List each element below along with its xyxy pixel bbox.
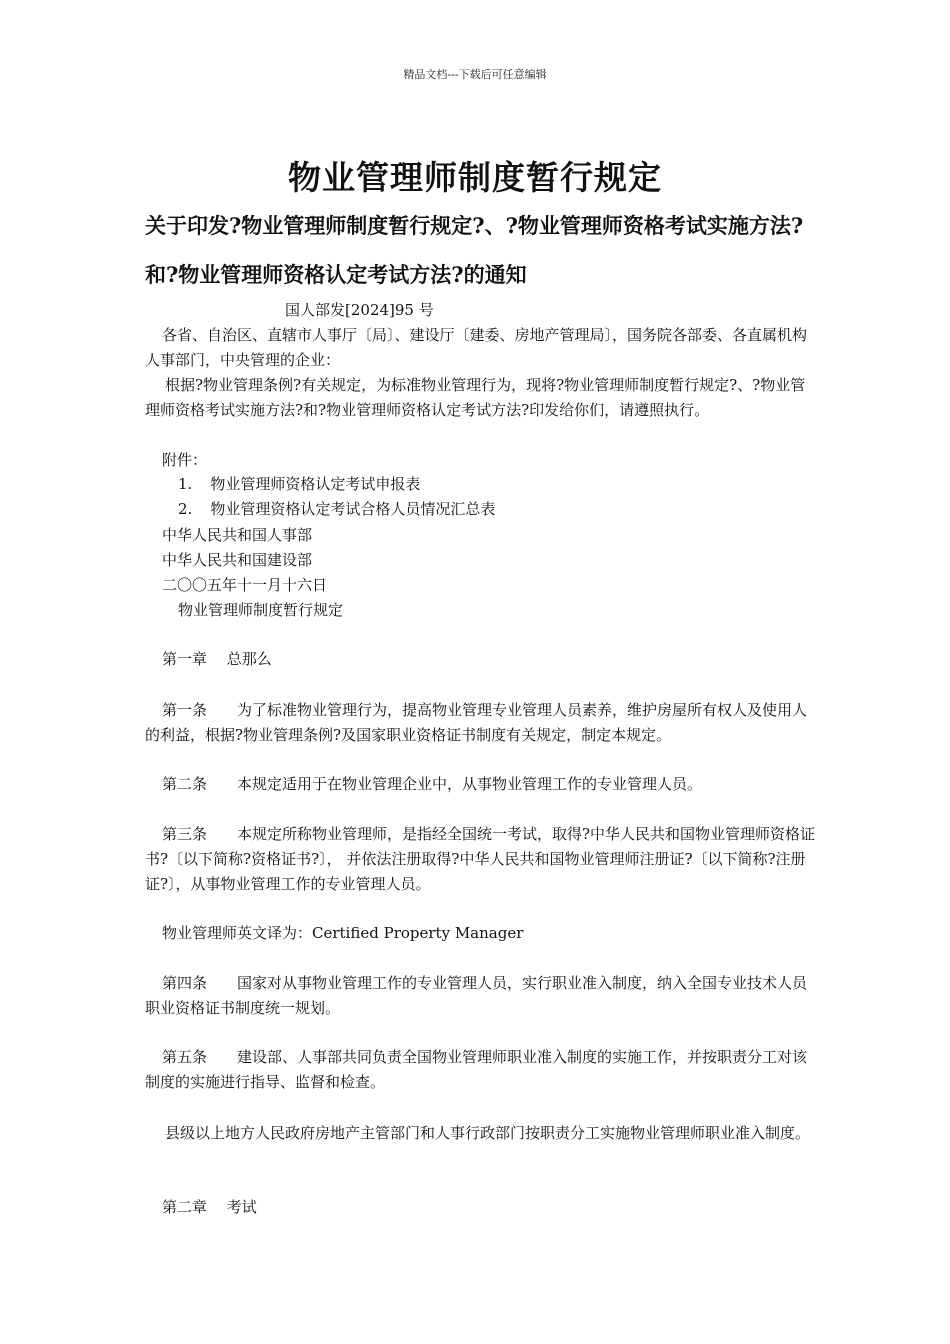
issuer-personnel-ministry: 中华人民共和国人事部 [162, 526, 313, 544]
article-paragraph: 第四条 国家对从事物业管理工作的专业管理人员，实行职业准入制度，纳入全国专业技术人员职业资格证书制度统一规划。 [145, 974, 808, 1017]
recipients-paragraph: 各省、自治区、直辖市人事厅〔局〕、建设厅〔建委、房地产管理局〕，国务院各部委、各直属机构人事部门，中央管理的企业： [145, 326, 808, 369]
issue-date: 二〇〇五年十一月十六日 [162, 576, 328, 594]
english-name-line: 物业管理师英文译为：Certified Property Manager [162, 924, 524, 942]
attachments-label: 附件： [162, 451, 208, 469]
article-paragraph: 第一条 为了标准物业管理行为，提高物业管理专业管理人员素养，维护房屋所有权人及使用人的利益，根据?物业管理条例?及国家职业资格证书制度有关规定，制定本规定。 [145, 701, 808, 744]
regulation-title: 物业管理师制度暂行规定 [178, 601, 344, 619]
header-note: 精品文档---下载后可任意编辑 [403, 68, 547, 81]
article-paragraph: 第二条 本规定适用于在物业管理企业中，从事物业管理工作的专业管理人员。 [162, 775, 703, 793]
attachment-text: 物业管理师资格认定考试申报表 [210, 475, 421, 493]
article-paragraph: 第五条 建设部、人事部共同负责全国物业管理师职业准入制度的实施工作，并按职责分工对该制度的实施进行指导、监督和检查。 [145, 1048, 808, 1091]
attachment-text: 物业管理资格认定考试合格人员情况汇总表 [210, 500, 496, 518]
document-title: 物业管理师制度暂行规定 [288, 158, 662, 197]
attachment-item [178, 497, 495, 522]
notice-title: 关于印发?物业管理师制度暂行规定?、?物业管理师资格考试实施方法?和?物业管理师资格认定考试方法?的通知 [145, 213, 804, 287]
issuer-construction-ministry: 中华人民共和国建设部 [162, 551, 313, 569]
chapter-heading: 第一章 总那么 [162, 650, 272, 668]
attachment-number: 2. [178, 500, 193, 518]
document-number: 国人部发[2024]95 号 [285, 301, 434, 319]
article-paragraph: 第三条 本规定所称物业管理师，是指经全国统一考试，取得?中华人民共和国物业管理师资格证书?〔以下简称?资格证书?〕， 并依法注册取得?中华人民共和国物业管理师注册证?〔以下简称?注册证?〕，从事物业管理工作的专业管理人员。 [145, 825, 816, 893]
article-paragraph: 县级以上地方人民政府房地产主管部门和人事行政部门按职责分工实施物业管理师职业准入制度。 [165, 1124, 811, 1142]
intro-paragraph: 根据?物业管理条例?有关规定，为标准物业管理行为，现将?物业管理师制度暂行规定?、?物业管理师资格考试实施方法?和?物业管理师资格认定考试方法?印发给你们，请遵照执行。 [145, 376, 806, 419]
chapter-heading: 第二章 考试 [162, 1198, 257, 1216]
attachment-item [178, 472, 420, 497]
attachment-number: 1. [178, 475, 193, 493]
